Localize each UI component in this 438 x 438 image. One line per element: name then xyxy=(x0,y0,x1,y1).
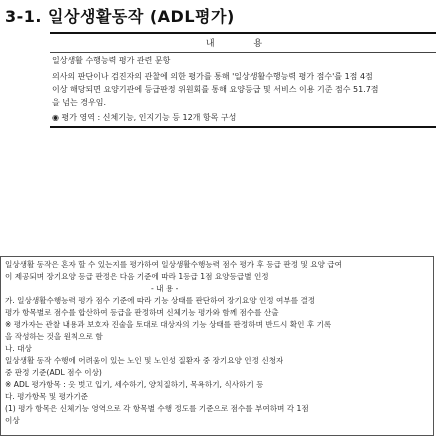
box-line: 일상생활 동작 수행에 어려움이 있는 노인 및 노인성 질환자 중 장기요양 인정 신청자 xyxy=(5,356,284,365)
box-line: (1) 평가 항목은 신체기능 영역으로 각 항목별 수행 정도를 기준으로 점수를 부여하며 각 1점 xyxy=(5,404,309,413)
definition-panel xyxy=(50,32,436,260)
bottom-rule xyxy=(50,126,436,128)
definition-line: 을 넘는 경우임. xyxy=(52,98,106,107)
box-subheading: - 내 용 - xyxy=(151,284,179,293)
box-line: 일상생활 동작은 혼자 할 수 있는지를 평가하여 일상생활수행능력 점수 평가 후 등급 판정 및 요양 급여 xyxy=(5,260,342,269)
box-line: ※ ADL 평가항목 : 옷 벗고 입기, 세수하기, 양치질하기, 목욕하기, 식사하기 등 xyxy=(5,380,264,389)
box-line: 중 판정 기준(ADL 점수 이상) xyxy=(5,368,102,377)
box-line: ※ 평가자는 관찰 내용과 보호자 진술을 토대로 대상자의 기능 상태를 판정하며 반드시 확인 후 기록 xyxy=(5,320,332,329)
section-heading: 3-1. 일상생활동작 (ADL평가) xyxy=(5,7,235,26)
top-rule xyxy=(50,32,436,34)
box-line: 이상 xyxy=(5,416,20,425)
column-header: 내 용 xyxy=(205,39,281,49)
definition-bullet: ◉ 평가 영역 : 신체기능, 인지기능 등 12개 항목 구성 xyxy=(52,113,237,122)
header-rule xyxy=(50,52,436,53)
definition-line: 의사의 판단이나 검진자의 관찰에 의한 평가를 통해 '일상생활수행능력 평가 점수'를 1점 4점 xyxy=(52,72,373,81)
box-line: 을 작성하는 것을 원칙으로 함 xyxy=(5,332,103,341)
box-line: 다. 평가항목 및 평가기준 xyxy=(5,392,89,401)
box-line: 이 제공되며 장기요양 등급 판정은 다음 기준에 따라 1등급 1점 요양등급별 인정 xyxy=(5,272,269,281)
box-line: 가. 일상생활수행능력 평가 점수 기준에 따라 기능 상태를 판단하여 장기요양 인정 여부를 결정 xyxy=(5,296,316,305)
definition-line: 이상 해당되면 요양기관에 등급판정 위원회를 통해 요양등급 및 서비스 이용 기준 점수 51.7점 xyxy=(52,85,379,94)
definition-line: 일상생활 수행능력 평가 관련 문항 xyxy=(52,56,171,65)
content-box xyxy=(0,256,434,436)
box-line: 평가 항목별로 점수를 합산하여 등급을 판정하며 신체기능 평가와 함께 점수를 산출 xyxy=(5,308,279,317)
box-line: 나. 대상 xyxy=(5,344,32,353)
